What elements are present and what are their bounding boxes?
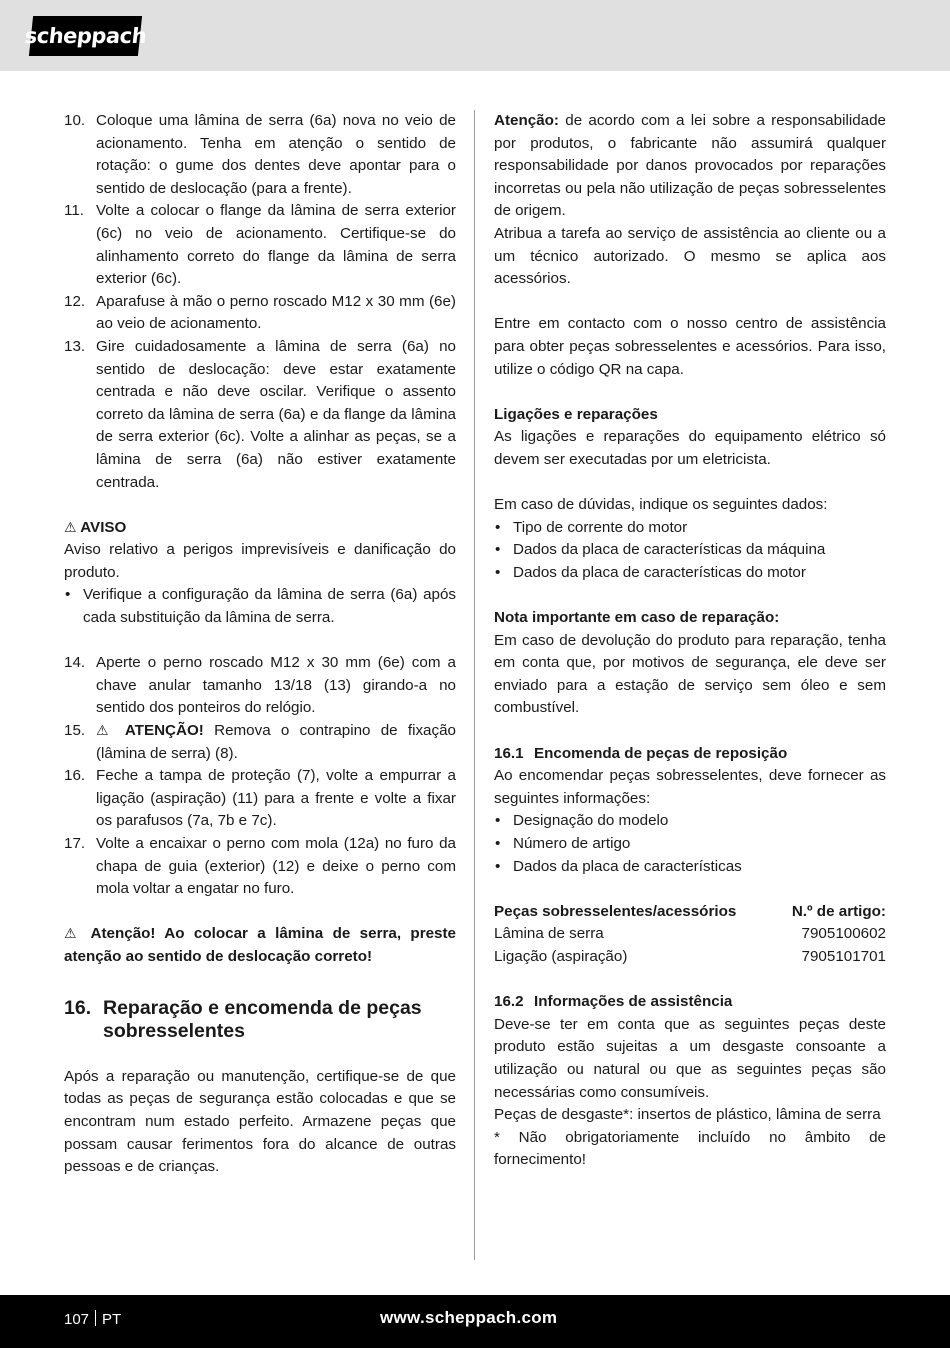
subsection-title: Encomenda de peças de reposição — [534, 744, 788, 762]
list-item-text: Dados da placa de características da máquina — [513, 541, 826, 559]
list-item-text: Designação do modelo — [513, 812, 669, 830]
warning-icon: ⚠ — [96, 723, 115, 740]
step-text: Coloque uma lâmina de serra (6a) nova no veio de acionamento. Tenha em atenção o sentido de rotação: o gume dos dentes deve apontar para o sentido de deslocação (para a frente). — [96, 112, 456, 197]
note-title: Nota importante em caso de reparação: — [494, 609, 780, 627]
list-item-text: Dados da placa de características — [513, 857, 742, 875]
subsection-number: 16.2 — [494, 993, 524, 1011]
step-15-text: Remova o contrapino de fixação (lâmina de serra) (8). — [96, 722, 456, 762]
note-text: Em caso de devolução do produto para reparação, tenha em conta que, por motivos de segurança, ele deve ser enviado para a estação de serviço sem óleo e sem combustível. — [494, 631, 886, 717]
liability-note — [494, 110, 886, 223]
step-text: Aparafuse à mão o perno roscado M12 x 30 mm (6e) ao veio de acionamento. — [96, 292, 456, 333]
contact-text: Entre em contacto com o nosso centro de assistência para obter peças sobresselentes e acessórios. Para isso, utilize o código QR na capa. — [494, 315, 886, 378]
left-column — [64, 110, 456, 1179]
attention-label: Atenção: — [494, 112, 559, 129]
bullet-marker: • — [495, 518, 501, 536]
assign-text: Atribua a tarefa ao serviço de assistência ao cliente ou a um técnico autorizado. O mesmo se aplica aos acessórios. — [494, 224, 886, 288]
step-text: Aperte o perno roscado M12 x 30 mm (6e) com a chave anular tamanho 13/18 (13) girando-a no sentido dos ponteiros do relógio. — [96, 654, 456, 717]
connections-title: Ligações e reparações — [494, 405, 658, 423]
step-text: Gire cuidadosamente a lâmina de serra (6a) no sentido de deslocação: deve estar exatamente centrada e não deve oscilar. Verifique o assento correto da lâmina de serra (6a) e da flange da lâmina de serra exterior (6c). Volte a alinhar as peças, se a lâmina de serra (6a) não estiver exatamente centrada. — [96, 337, 456, 491]
subsection-title: Informações de assistência — [534, 993, 733, 1011]
footnote-text: * Não obrigatoriamente incluído no âmbito de fornecimento! — [494, 1128, 886, 1169]
bullet-marker: • — [65, 586, 71, 604]
parts-table-header — [494, 901, 886, 924]
step-text: Volte a encaixar o perno com mola (12a) no furo da chapa de guia (exterior) (12) e deixe o perno com mola voltar a engatar no furo. — [96, 835, 456, 898]
attention-note — [64, 923, 456, 968]
page-separator — [95, 1310, 96, 1326]
order-text: Ao encomendar peças sobresselentes, deve fornecer as seguintes informações: — [494, 767, 886, 807]
list-item — [494, 517, 886, 540]
step-number: 15. — [64, 722, 86, 740]
page-number: 107 — [64, 1311, 90, 1328]
step-text: Volte a colocar o flange da lâmina de serra exterior (6c) no veio de acionamento. Certifique-se do alinhamento correto do flange da lâmina de serra exterior (6c). — [96, 202, 456, 288]
warning-bullet — [64, 584, 456, 629]
footer-bar — [0, 1295, 950, 1348]
step-item — [64, 110, 456, 200]
bullet-marker: • — [495, 541, 501, 559]
liability-text: de acordo com a lei sobre a responsabilidade por produtos, o fabricante não assumirá qualquer responsabilidade por danos provocados por reparações incorretas ou pela não utilização de peças sobresselentes de origem. — [494, 112, 886, 220]
list-item — [494, 539, 886, 562]
step-number: 13. — [64, 337, 86, 355]
section-number: 16. — [64, 997, 92, 1020]
list-item-text: Tipo de corrente do motor — [513, 518, 688, 536]
warning-text: Aviso relativo a perigos imprevisíveis e danificação do produto. — [64, 541, 456, 581]
part-name: Ligação (aspiração) — [494, 947, 628, 965]
brand-logo: scheppach — [29, 16, 142, 56]
step-number: 10. — [64, 112, 86, 129]
step-text — [96, 720, 456, 765]
step-item — [64, 720, 456, 765]
bullet-marker: • — [495, 812, 501, 830]
parts-header-name: Peças sobresselentes/acessórios — [494, 902, 737, 920]
part-number: 7905101701 — [801, 947, 886, 965]
step-item — [64, 833, 456, 901]
list-item — [494, 856, 886, 879]
header-bar — [0, 0, 950, 71]
step-number: 16. — [64, 767, 86, 785]
step-text: Feche a tampa de proteção (7), volte a empurrar a ligação (aspiração) (11) para a frente e volte a fixar os parafusos (7a, 7b e 7c). — [96, 767, 456, 830]
step-item — [64, 336, 456, 494]
language-code: PT — [102, 1311, 122, 1328]
website-link[interactable]: www.scheppach.com — [380, 1308, 558, 1327]
column-divider — [474, 110, 475, 1260]
step-number: 17. — [64, 835, 86, 852]
bullet-marker: • — [495, 563, 501, 581]
bullet-marker: • — [495, 857, 501, 875]
section-heading — [64, 997, 456, 1043]
warning-bullet-text: Verifique a configuração da lâmina de serra (6a) após cada substituição da lâmina de serra. — [83, 586, 456, 627]
attention-note-text: Atenção! Ao colocar a lâmina de serra, preste atenção ao sentido de deslocação correto! — [64, 925, 457, 965]
list-item-text: Número de artigo — [513, 835, 631, 852]
warning-title: AVISO — [80, 518, 127, 536]
list-item-text: Dados da placa de características do motor — [513, 563, 806, 581]
list-item — [494, 562, 886, 585]
warning-heading — [64, 517, 456, 540]
step-item — [64, 765, 456, 833]
step-number: 11. — [64, 202, 84, 220]
page-indicator — [64, 1309, 121, 1332]
wear-parts-text: Peças de desgaste*: insertos de plástico, lâmina de serra — [494, 1106, 881, 1124]
part-number: 7905100602 — [801, 925, 886, 943]
warning-icon: ⚠ — [64, 926, 82, 943]
step-item — [64, 291, 456, 336]
parts-header-number: N.º de artigo: — [791, 902, 886, 920]
attention-label: ATENÇÃO! — [124, 722, 204, 740]
step-item — [64, 200, 456, 290]
warning-icon: ⚠ — [64, 519, 77, 536]
subsection-number: 16.1 — [494, 744, 524, 762]
section-intro: Após a reparação ou manutenção, certifique-se de que todas as peças de segurança estão colocadas e que se encontram num estado perfeito. Armazene peças que possam causar ferimentos fora do alcance de outras pessoas e de crianças. — [64, 1067, 456, 1176]
step-number: 14. — [64, 654, 86, 672]
table-row — [494, 923, 886, 946]
right-column — [494, 110, 886, 1172]
list-item — [494, 833, 886, 856]
table-row — [494, 946, 886, 969]
step-number: 12. — [64, 292, 86, 310]
doubt-text: Em caso de dúvidas, indique os seguintes dados: — [494, 496, 828, 514]
list-item — [494, 810, 886, 833]
service-text: Deve-se ter em conta que as seguintes peças deste produto estão sujeitas a um desgaste consoante a utilização ou natural ou que as seguintes peças são necessárias como consumíveis. — [494, 1015, 886, 1101]
bullet-marker: • — [495, 835, 501, 852]
subsection-heading — [494, 743, 886, 766]
subsection-heading — [494, 991, 886, 1014]
step-item — [64, 652, 456, 720]
part-name: Lâmina de serra — [494, 925, 604, 943]
connections-text: As ligações e reparações do equipamento elétrico só devem ser executadas por um eletricista. — [494, 428, 886, 468]
section-title: Reparação e encomenda de peças sobresselentes — [103, 997, 422, 1043]
